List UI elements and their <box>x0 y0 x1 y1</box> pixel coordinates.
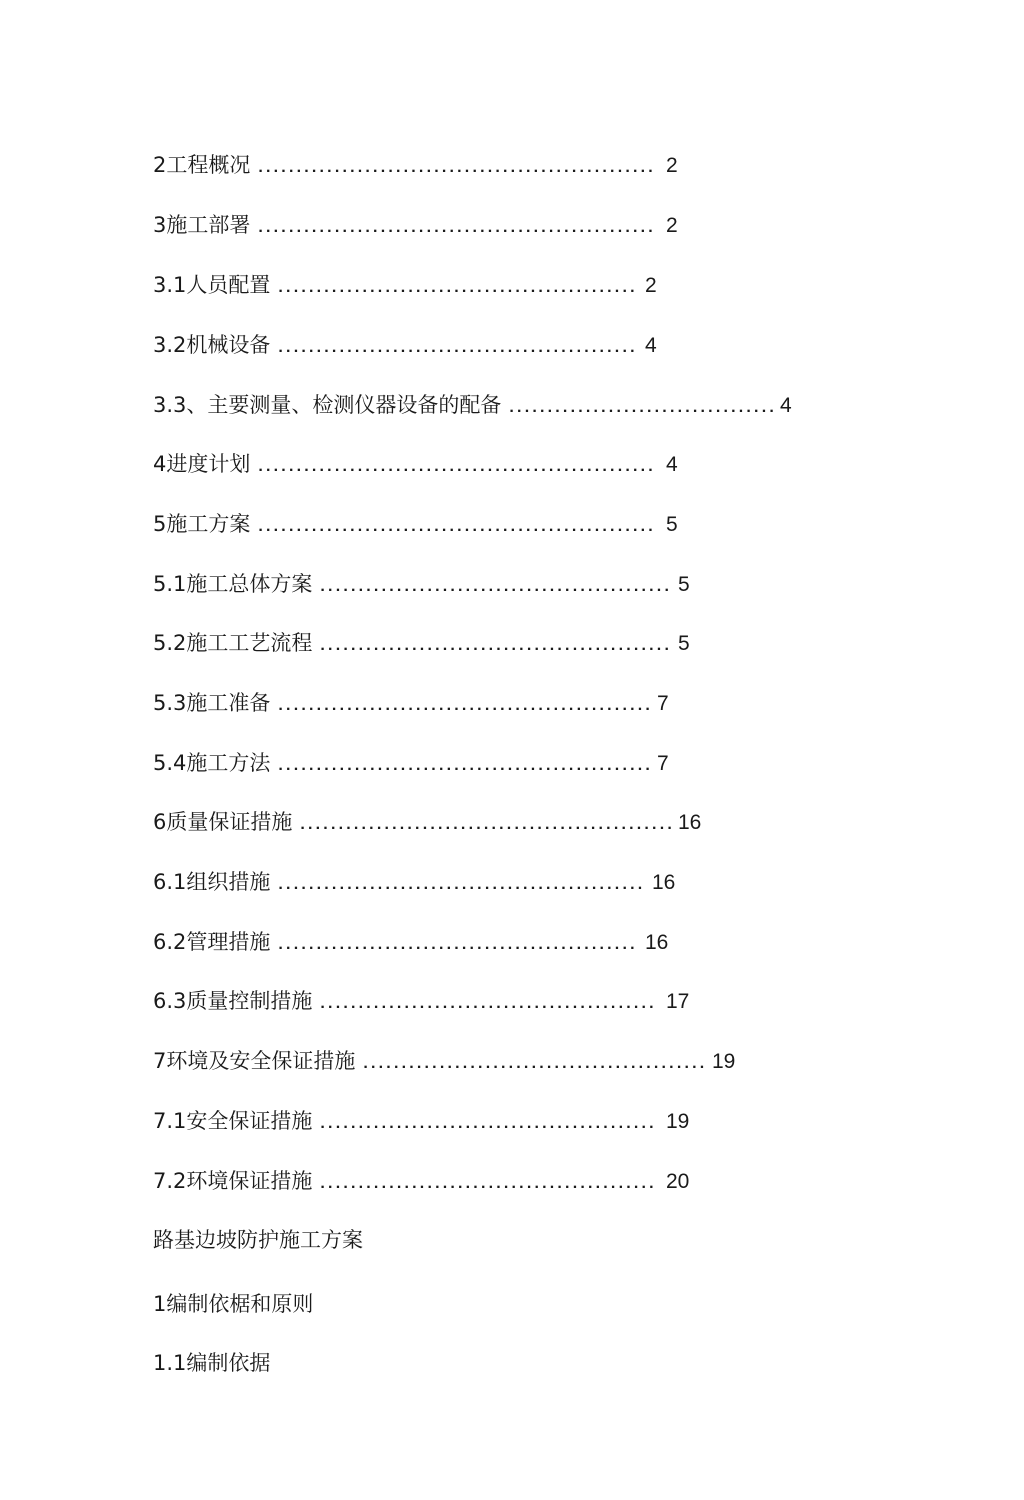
toc-dot-leader: .............................................. <box>320 637 673 654</box>
toc-page-number: 4 <box>645 334 657 357</box>
toc-dot-leader: ............................................ <box>320 1175 657 1192</box>
toc-entry[interactable] <box>153 867 675 897</box>
toc-entry-label: 3.3、主要测量、检测仪器设备的配备 <box>153 393 502 417</box>
toc-entry-label: 7.2环境保证措施 <box>153 1169 313 1193</box>
toc-page-number: 2 <box>645 274 657 297</box>
toc-entry[interactable] <box>153 927 668 957</box>
toc-entry-label: 6.2管理措施 <box>153 930 271 954</box>
toc-page-number: 5 <box>678 632 690 655</box>
toc-entry-label: 6.3质量控制措施 <box>153 989 313 1013</box>
toc-entry[interactable] <box>153 509 678 539</box>
toc-entry-label: 7.1安全保证措施 <box>153 1109 313 1133</box>
toc-entry-label: 5.2施工工艺流程 <box>153 631 313 655</box>
toc-page-number: 16 <box>652 871 676 894</box>
toc-entry-label: 5施工方案 <box>153 512 251 536</box>
toc-page-number: 7 <box>657 752 669 775</box>
toc-page-number: 2 <box>666 214 678 237</box>
toc-page-number: 16 <box>678 811 702 834</box>
toc-entry-label: 3施工部署 <box>153 213 251 237</box>
toc-page-number: 7 <box>657 692 669 715</box>
toc-entry-label: 5.4施工方法 <box>153 751 271 775</box>
toc-dot-leader: ................................... <box>509 399 777 416</box>
toc-page-number: 19 <box>712 1050 736 1073</box>
toc-dot-leader: ................................................. <box>278 697 654 714</box>
toc-page-number: 5 <box>666 513 678 536</box>
toc-page-number: 5 <box>678 573 690 596</box>
toc-entry[interactable] <box>153 748 669 778</box>
toc-dot-leader: ................................................ <box>278 876 646 893</box>
toc-entry[interactable] <box>153 210 678 240</box>
toc-dot-leader: .................................................... <box>258 518 656 535</box>
toc-entry[interactable] <box>153 449 678 479</box>
section-heading: 1编制依椐和原则 <box>153 1292 314 1316</box>
toc-page-number: 4 <box>666 453 678 476</box>
document-title: 路基边坡防护施工方案 <box>153 1228 363 1252</box>
toc-dot-leader: ............................................... <box>278 279 638 296</box>
toc-page-number: 17 <box>666 990 690 1013</box>
toc-entry-label: 3.2机械设备 <box>153 333 271 357</box>
toc-entry[interactable] <box>153 688 669 718</box>
subsection-heading: 1.1编制依据 <box>153 1351 271 1375</box>
toc-dot-leader: .................................................... <box>258 219 656 236</box>
toc-entry[interactable] <box>153 986 689 1016</box>
toc-entry[interactable] <box>153 628 690 658</box>
toc-page-number: 4 <box>780 394 792 417</box>
toc-entry[interactable] <box>153 569 690 599</box>
toc-entry-label: 3.1人员配置 <box>153 273 271 297</box>
toc-entry[interactable] <box>153 807 701 837</box>
toc-entry-label: 5.3施工准备 <box>153 691 271 715</box>
toc-page-number: 20 <box>666 1170 690 1193</box>
toc-dot-leader: .................................................... <box>258 159 656 176</box>
toc-page-number: 2 <box>666 154 678 177</box>
toc-dot-leader: .................................................... <box>258 458 656 475</box>
toc-entry[interactable] <box>153 1046 735 1076</box>
toc-dot-leader: ................................................. <box>300 816 675 833</box>
toc-entry-label: 2工程概况 <box>153 153 251 177</box>
toc-entry-label: 6.1组织措施 <box>153 870 271 894</box>
toc-page-number: 16 <box>645 931 669 954</box>
toc-entry-label: 5.1施工总体方案 <box>153 572 313 596</box>
toc-entry-label: 4进度计划 <box>153 452 251 476</box>
toc-dot-leader: ............................................. <box>363 1055 708 1072</box>
toc-entry[interactable] <box>153 1106 689 1136</box>
toc-entry-label: 6质量保证措施 <box>153 810 293 834</box>
toc-dot-leader: ................................................. <box>278 757 654 774</box>
toc-entry[interactable] <box>153 150 678 180</box>
toc-dot-leader: ............................................ <box>320 995 657 1012</box>
toc-entry[interactable] <box>153 330 657 360</box>
toc-dot-leader: .............................................. <box>320 578 673 595</box>
toc-entry-label: 7环境及安全保证措施 <box>153 1049 356 1073</box>
toc-entry[interactable] <box>153 270 657 300</box>
toc-entry[interactable] <box>153 1166 689 1196</box>
toc-dot-leader: ............................................... <box>278 339 638 356</box>
toc-entry[interactable] <box>153 390 792 420</box>
toc-page-number: 19 <box>666 1110 690 1133</box>
toc-dot-leader: ............................................ <box>320 1115 657 1132</box>
toc-dot-leader: ............................................... <box>278 936 638 953</box>
